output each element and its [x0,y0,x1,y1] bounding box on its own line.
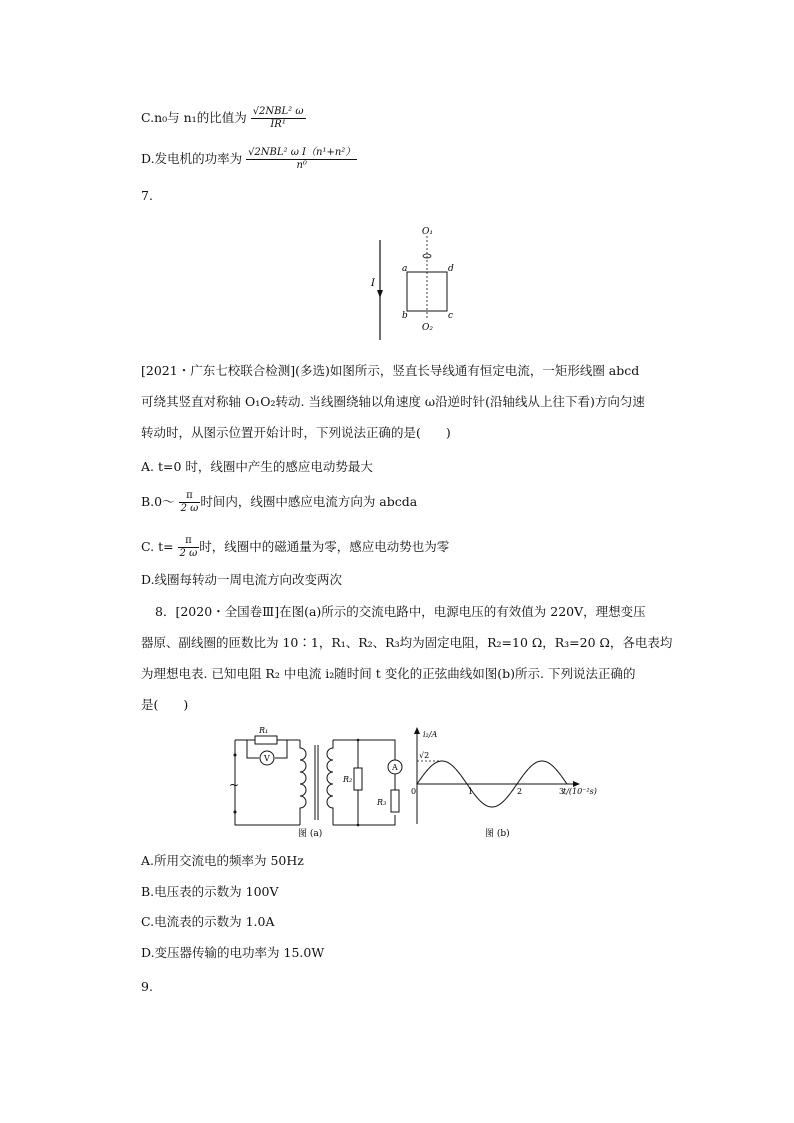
q7-option-c-denominator: 2 ω [179,548,198,559]
q8-source-symbol: ~ [229,778,240,792]
q8-option-b: B.电压表的示数为 100V [141,884,279,899]
q6-option-d [141,147,357,172]
q8-secondary-bottom-wire [333,815,395,825]
q8-primary-coil [300,740,306,825]
q7-option-c [141,535,449,560]
q7-number: 7. [141,188,153,203]
q6-option-c [141,106,306,131]
q8-figure-b-caption: 图 (b) [485,829,510,839]
q8-junction-top [357,739,360,742]
q7-label-a: a [402,264,408,274]
q8-stem-line-2: 器原、副线圈的匝数比为 10∶1，R₁、R₂、R₃均为固定电阻，R₂=10 Ω，R₃=20 Ω，各电表均 [141,635,673,650]
q8-graph-xtick-2: 2 [517,787,523,796]
q7-option-c-numerator: π [178,535,200,548]
q7-option-a: A. t=0 时，线圈中产生的感应电动势最大 [141,459,373,474]
q8-stem-line-3: 为理想电表. 已知电阻 R₂ 中电流 i₂随时间 t 变化的正弦曲线如图(b)所示. 下列说法正确的 [141,666,636,681]
q8-option-c: C.电流表的示数为 1.0A [141,914,275,929]
q8-resistor-r2 [354,768,362,790]
q8-figure-b [405,724,605,840]
q8-stem-line-1: 8．[2020・全国卷Ⅲ]在图(a)所示的交流电路中，电源电压的有效值为 220V，理想变压 [155,604,646,619]
q8-graph-xtick-1: 1 [468,787,474,796]
q8-label-v: V [264,754,270,763]
q8-source-node-bottom [234,811,237,814]
q7-option-b-suffix: 时间内，线圈中感应电流方向为 abcda [200,494,418,509]
q7-label-d: d [448,264,454,274]
q6-option-c-text: n₀与 n₁的比值为 [154,110,247,125]
q7-stem-line-3: 转动时，从图示位置开始计时，下列说法正确的是( ) [141,425,451,440]
q7-stem-line-1: [2021・广东七校联合检测](多选)如图所示，竖直长导线通有恒定电流，一矩形线圈 abcd [141,363,640,378]
q7-figure [360,222,460,340]
q8-source-node-top [234,754,237,757]
q6-option-c-prefix: C. [141,110,155,125]
q8-figure-a-caption: 图 (a) [298,829,323,839]
q6-option-c-denominator: IR¹ [270,119,286,130]
q8-graph-xtick-0: 0 [411,787,417,796]
q8-secondary-coil [327,740,333,825]
q8-resistor-r3 [391,790,399,812]
q8-option-a: A.所用交流电的频率为 50Hz [141,853,304,868]
q7-option-b-prefix: B.0～ [141,494,175,509]
q7-stem-line-2: 可绕其竖直对称轴 O₁O₂转动. 当线圈绕轴以角速度 ω沿逆时针(沿轴线从上往下看)方向匀速 [141,394,645,409]
q7-wire-arrow [377,290,383,298]
q8-resistor-r1 [255,736,277,744]
q8-graph-xtick-3: 3 [559,787,565,796]
q6-option-c-numerator: √2NBL² ω [252,106,304,117]
q8-graph-xlabel: t/(10⁻²s) [563,787,597,796]
q7-label-c: c [448,311,454,321]
q8-graph-y-arrow [414,727,420,734]
q8-label-r3: R₃ [377,798,387,807]
q7-option-c-prefix: C. t= [141,539,174,554]
q7-option-b-numerator: π [179,490,201,503]
q8-stem-line-4: 是( ) [141,697,189,712]
q7-option-b-fraction [179,490,201,515]
q8-graph-ylabel: i₂/A [423,730,438,739]
q6-option-d-fraction [246,147,357,172]
q7-option-c-suffix: 时，线圈中的磁通量为零，感应电动势也为零 [199,539,450,554]
q9-number: 9. [141,979,153,994]
q6-option-c-fraction [251,106,306,131]
q7-option-b-denominator: 2 ω [180,503,199,514]
q7-label-O2: O₂ [422,323,433,333]
q7-label-I: I [371,278,375,289]
q7-option-d: D.线圈每转动一周电流方向改变两次 [141,572,343,587]
q7-label-b: b [402,311,408,321]
q6-option-d-numerator: √2NBL² ω I（n¹+n²） [248,147,356,158]
q8-secondary-top-wire [333,740,395,760]
q6-option-d-denominator: n⁰ [296,160,307,171]
q8-label-a: A [392,763,398,772]
q7-option-b [141,490,417,515]
q7-label-O1: O₁ [422,227,433,237]
q8-label-r2: R₂ [343,775,353,784]
q8-label-r1: R₁ [259,726,269,735]
q6-option-d-prefix: D. [141,151,155,166]
q7-option-c-fraction [178,535,200,560]
q8-option-d: D.变压器传输的电功率为 15.0W [141,945,325,960]
q8-figure-a [225,720,410,840]
q6-option-d-text: 发电机的功率为 [154,151,243,166]
q8-graph-ytick: √2 [419,751,430,760]
q8-junction-bottom [357,824,360,827]
